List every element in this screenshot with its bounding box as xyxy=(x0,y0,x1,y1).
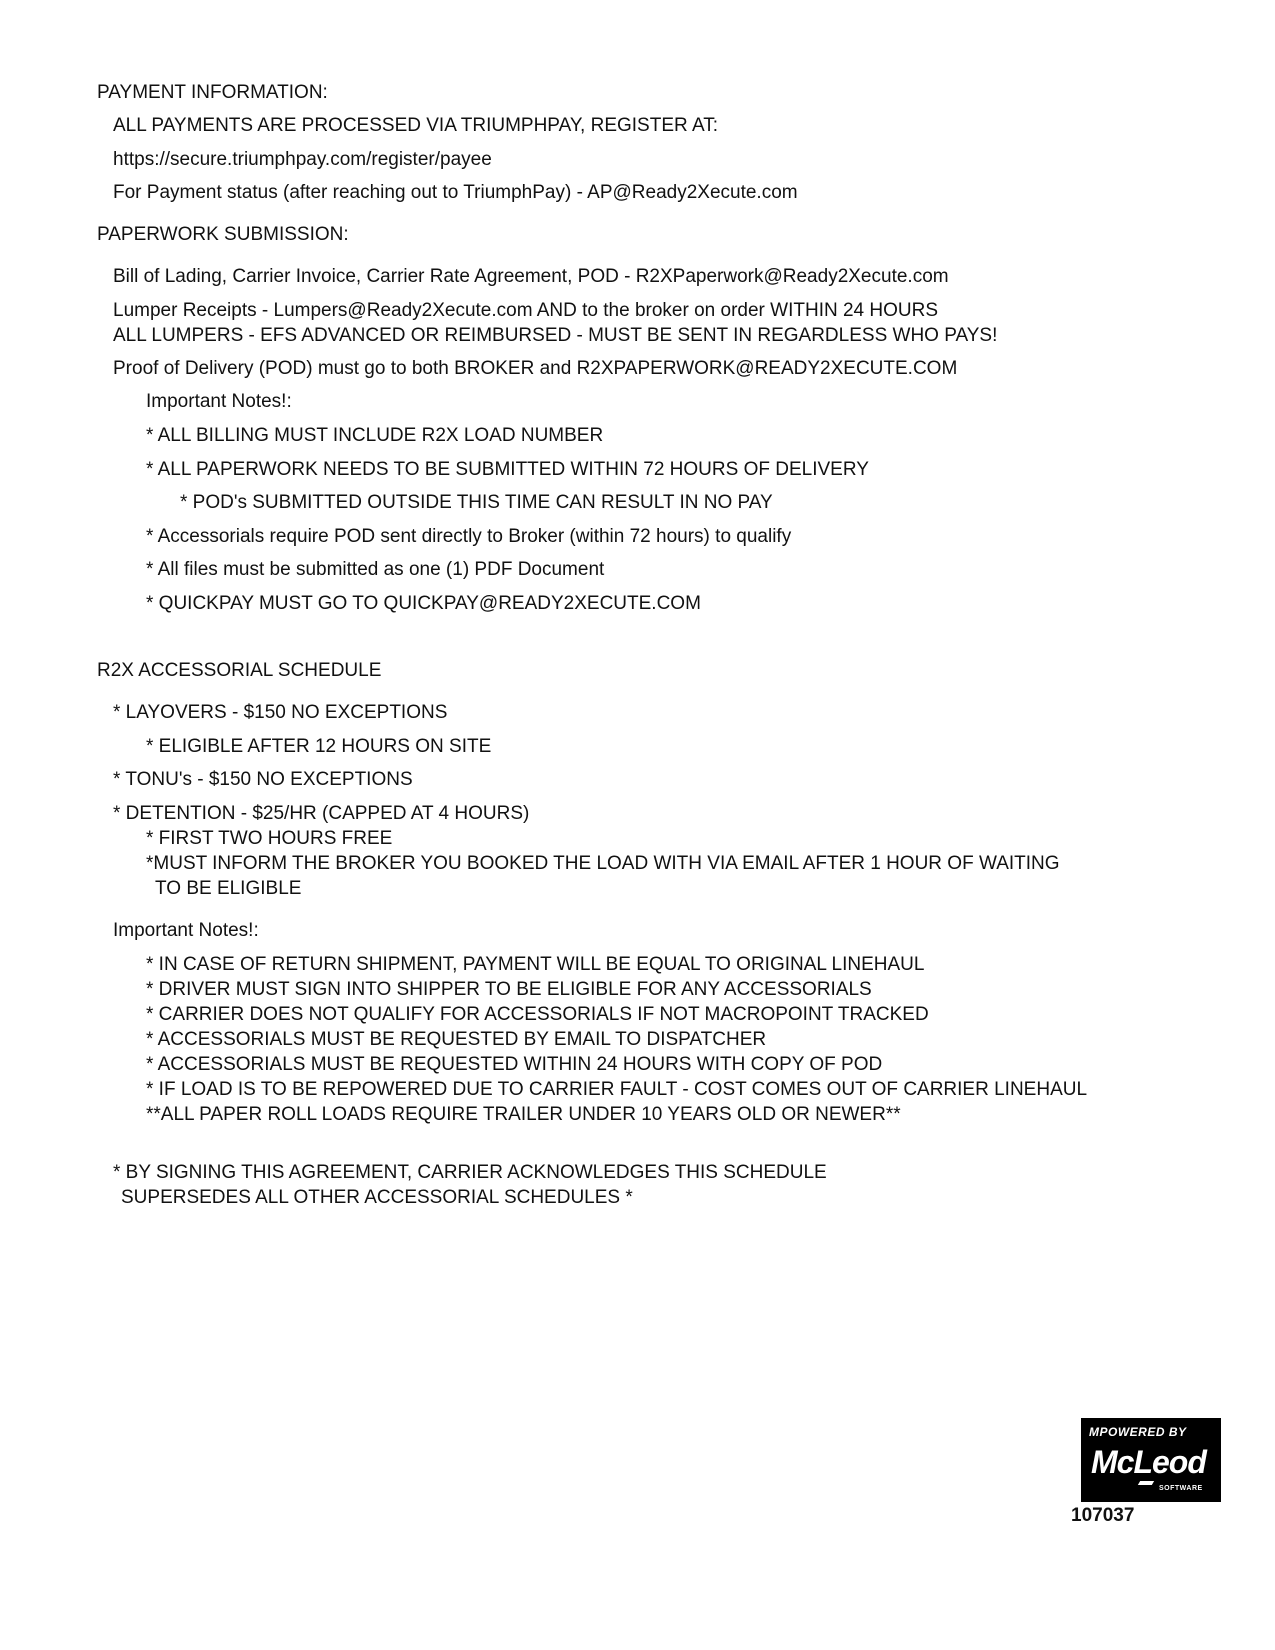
paperwork-note: * QUICKPAY MUST GO TO QUICKPAY@READY2XECUTE.COM xyxy=(146,593,701,614)
accessorial-note: * DRIVER MUST SIGN INTO SHIPPER TO BE ELIGIBLE FOR ANY ACCESSORIALS xyxy=(146,979,872,1000)
accessorial-heading: R2X ACCESSORIAL SCHEDULE xyxy=(97,660,382,681)
payment-heading: PAYMENT INFORMATION: xyxy=(97,82,328,103)
paperwork-note: * ALL PAPERWORK NEEDS TO BE SUBMITTED WITHIN 72 HOURS OF DELIVERY xyxy=(146,459,869,480)
accessorial-item: TO BE ELIGIBLE xyxy=(155,878,302,899)
paperwork-note: * Accessorials require POD sent directly to Broker (within 72 hours) to qualify xyxy=(146,526,792,547)
acknowledgement-line-2: SUPERSEDES ALL OTHER ACCESSORIAL SCHEDULES * xyxy=(121,1187,633,1208)
accessorial-note: * ACCESSORIALS MUST BE REQUESTED WITHIN 24 HOURS WITH COPY OF POD xyxy=(146,1054,883,1075)
paperwork-line-2: Lumper Receipts - Lumpers@Ready2Xecute.com AND to the broker on order WITHIN 24 HOURS xyxy=(113,300,938,321)
accessorial-item: * LAYOVERS - $150 NO EXCEPTIONS xyxy=(113,702,448,723)
accessorial-note: * ACCESSORIALS MUST BE REQUESTED BY EMAIL TO DISPATCHER xyxy=(146,1029,767,1050)
paperwork-heading: PAPERWORK SUBMISSION: xyxy=(97,224,349,245)
paperwork-notes-heading: Important Notes!: xyxy=(146,391,292,412)
document-number: 107037 xyxy=(1071,1505,1135,1526)
logo-software-label: SOFTWARE xyxy=(1159,1485,1203,1492)
logo-tagline: MPOWERED BY xyxy=(1089,1425,1187,1439)
paperwork-note: * ALL BILLING MUST INCLUDE R2X LOAD NUMBER xyxy=(146,425,604,446)
paperwork-line-3: ALL LUMPERS - EFS ADVANCED OR REIMBURSED - MUST BE SENT IN REGARDLESS WHO PAYS! xyxy=(113,325,998,346)
accessorial-note: * IF LOAD IS TO BE REPOWERED DUE TO CARRIER FAULT - COST COMES OUT OF CARRIER LINEHAUL xyxy=(146,1079,1088,1100)
paperwork-note: * POD's SUBMITTED OUTSIDE THIS TIME CAN RESULT IN NO PAY xyxy=(180,492,773,513)
logo-brand: McLeod xyxy=(1091,1444,1206,1480)
accessorial-item: * ELIGIBLE AFTER 12 HOURS ON SITE xyxy=(146,736,492,757)
payment-line-2: https://secure.triumphpay.com/register/payee xyxy=(113,149,492,170)
payment-line-3: For Payment status (after reaching out to TriumphPay) - AP@Ready2Xecute.com xyxy=(113,182,798,203)
accessorial-note: * IN CASE OF RETURN SHIPMENT, PAYMENT WILL BE EQUAL TO ORIGINAL LINEHAUL xyxy=(146,954,925,975)
paperwork-line-1: Bill of Lading, Carrier Invoice, Carrier Rate Agreement, POD - R2XPaperwork@Ready2Xecute.com xyxy=(113,266,949,287)
mcleod-logo xyxy=(1081,1418,1221,1502)
accessorial-note: **ALL PAPER ROLL LOADS REQUIRE TRAILER UNDER 10 YEARS OLD OR NEWER** xyxy=(146,1104,901,1125)
paperwork-line-4: Proof of Delivery (POD) must go to both BROKER and R2XPAPERWORK@READY2XECUTE.COM xyxy=(113,358,958,379)
accessorial-item: *MUST INFORM THE BROKER YOU BOOKED THE LOAD WITH VIA EMAIL AFTER 1 HOUR OF WAITING xyxy=(146,853,1060,874)
accessorial-note: * CARRIER DOES NOT QUALIFY FOR ACCESSORIALS IF NOT MACROPOINT TRACKED xyxy=(146,1004,929,1025)
accessorial-notes-heading: Important Notes!: xyxy=(113,920,259,941)
accessorial-item: * FIRST TWO HOURS FREE xyxy=(146,828,393,849)
acknowledgement-line-1: * BY SIGNING THIS AGREEMENT, CARRIER ACKNOWLEDGES THIS SCHEDULE xyxy=(113,1162,827,1183)
paperwork-note: * All files must be submitted as one (1) PDF Document xyxy=(146,559,605,580)
accessorial-item: * TONU's - $150 NO EXCEPTIONS xyxy=(113,769,413,790)
payment-line-1: ALL PAYMENTS ARE PROCESSED VIA TRIUMPHPAY, REGISTER AT: xyxy=(113,115,719,136)
accessorial-item: * DETENTION - $25/HR (CAPPED AT 4 HOURS) xyxy=(113,803,530,824)
logo-slash-mark xyxy=(1138,1481,1154,1485)
